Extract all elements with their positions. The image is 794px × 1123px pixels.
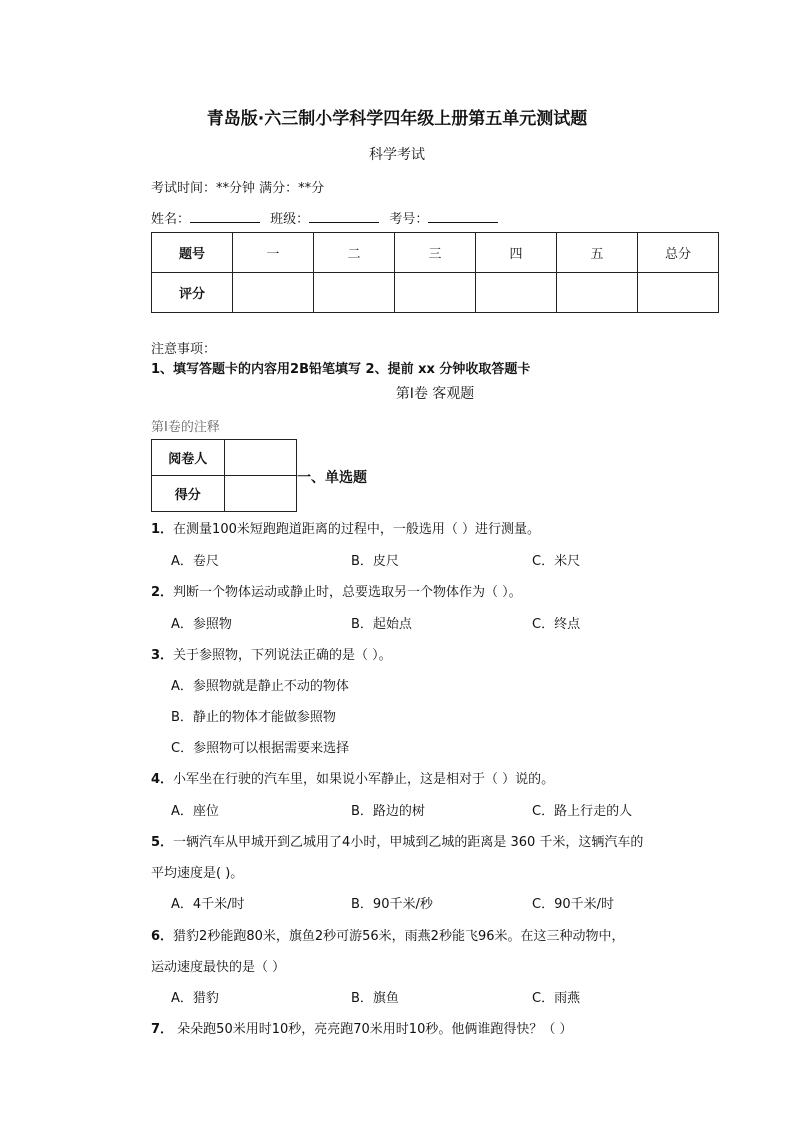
question-number: 1． xyxy=(151,522,174,537)
question-number: 4． xyxy=(151,772,174,787)
score-cell[interactable] xyxy=(233,273,314,313)
grader-label: 阅卷人 xyxy=(152,440,225,476)
option-c[interactable]: C．90千米/时 xyxy=(532,897,614,912)
page-subtitle: 科学考试 xyxy=(369,147,425,163)
notes-title: 注意事项： xyxy=(151,342,217,357)
question-text: 一辆汽车从甲城开到乙城用了4小时，甲城到乙城的距离是 360 千米，这辆汽车的 xyxy=(173,835,644,850)
question-text: 小军坐在行驶的汽车里，如果说小军静止，这是相对于（ ）说的。 xyxy=(173,772,555,787)
student-info-line xyxy=(151,208,504,227)
option-a[interactable]: A．卷尺 xyxy=(171,554,219,569)
grader-score-label: 得分 xyxy=(152,476,225,512)
question-2 xyxy=(151,581,522,600)
question-text: 判断一个物体运动或静止时，总要选取另一个物体作为（ ）。 xyxy=(173,585,522,600)
score-cell[interactable] xyxy=(395,273,476,313)
score-cell[interactable] xyxy=(476,273,557,313)
score-cell[interactable] xyxy=(557,273,638,313)
option-c[interactable]: C．米尺 xyxy=(532,554,581,569)
score-header-cell: 三 xyxy=(395,233,476,273)
option-b[interactable]: B．路边的树 xyxy=(351,804,425,819)
option-c[interactable]: C．雨燕 xyxy=(532,991,581,1006)
score-header-cell: 二 xyxy=(314,233,395,273)
question-1 xyxy=(151,518,540,537)
part-title: 一、单选题 xyxy=(297,470,367,486)
section-note: 第I卷的注释 xyxy=(151,420,220,435)
score-table xyxy=(151,232,719,313)
option-c[interactable]: C．终点 xyxy=(532,617,581,632)
class-label: 班级： xyxy=(270,212,310,227)
id-label: 考号： xyxy=(389,212,429,227)
question-7 xyxy=(151,1018,572,1037)
question-text: 朵朵跑50米用时10秒，亮亮跑70米用时10秒。他俩谁跑得快？（ ） xyxy=(173,1022,573,1037)
grader-score-cell[interactable] xyxy=(224,476,297,512)
option-b[interactable]: B．静止的物体才能做参照物 xyxy=(171,710,336,725)
question-text: 关于参照物，下列说法正确的是（ ）。 xyxy=(173,648,392,663)
grader-cell[interactable] xyxy=(224,440,297,476)
option-b[interactable]: B．90千米/秒 xyxy=(351,897,433,912)
score-table-header-row xyxy=(152,233,719,273)
score-cell[interactable] xyxy=(314,273,395,313)
score-header-cell: 题号 xyxy=(152,233,233,273)
question-6-continued: 运动速度最快的是（ ） xyxy=(151,960,286,975)
option-a[interactable]: A．参照物 xyxy=(171,617,232,632)
name-blank[interactable] xyxy=(190,209,260,223)
question-text: 猎豹2秒能跑80米，旗鱼2秒可游56米，雨燕2秒能飞96米。在这三种动物中， xyxy=(173,929,625,944)
question-number: 2． xyxy=(151,585,174,600)
option-c[interactable]: C．路上行走的人 xyxy=(532,804,633,819)
id-blank[interactable] xyxy=(428,209,498,223)
option-a[interactable]: A．4千米/时 xyxy=(171,897,245,912)
option-a[interactable]: A．猎豹 xyxy=(171,991,219,1006)
question-6 xyxy=(151,925,625,944)
grader-table xyxy=(151,439,297,512)
question-5-continued: 平均速度是( )。 xyxy=(151,866,244,881)
option-b[interactable]: B．旗鱼 xyxy=(351,991,399,1006)
question-5 xyxy=(151,831,643,850)
exam-info: 考试时间：**分钟 满分：**分 xyxy=(151,181,325,196)
option-a[interactable]: A．座位 xyxy=(171,804,219,819)
page-title: 青岛版·六三制小学科学四年级上册第五单元测试题 xyxy=(206,109,588,129)
option-b[interactable]: B．皮尺 xyxy=(351,554,399,569)
score-header-cell: 总分 xyxy=(638,233,719,273)
score-table-score-row xyxy=(152,273,719,313)
option-c[interactable]: C．参照物可以根据需要来选择 xyxy=(171,741,350,756)
section-title: 第I卷 客观题 xyxy=(395,386,475,402)
question-number: 7． xyxy=(151,1022,174,1037)
score-header-cell: 五 xyxy=(557,233,638,273)
question-4 xyxy=(151,768,554,787)
score-cell[interactable] xyxy=(638,273,719,313)
option-b[interactable]: B．起始点 xyxy=(351,617,412,632)
score-header-cell: 一 xyxy=(233,233,314,273)
notes-line: 1、填写答题卡的内容用2B铅笔填写 2、提前 xx 分钟收取答题卡 xyxy=(151,362,531,377)
score-header-cell: 四 xyxy=(476,233,557,273)
question-text: 在测量100米短跑跑道距离的过程中，一般选用（ ）进行测量。 xyxy=(173,522,540,537)
question-3 xyxy=(151,644,392,663)
question-number: 3． xyxy=(151,648,174,663)
class-blank[interactable] xyxy=(309,209,379,223)
option-a[interactable]: A．参照物就是静止不动的物体 xyxy=(171,679,349,694)
question-number: 6． xyxy=(151,929,174,944)
name-label: 姓名： xyxy=(151,212,191,227)
question-number: 5． xyxy=(151,835,174,850)
score-row-label: 评分 xyxy=(152,273,233,313)
